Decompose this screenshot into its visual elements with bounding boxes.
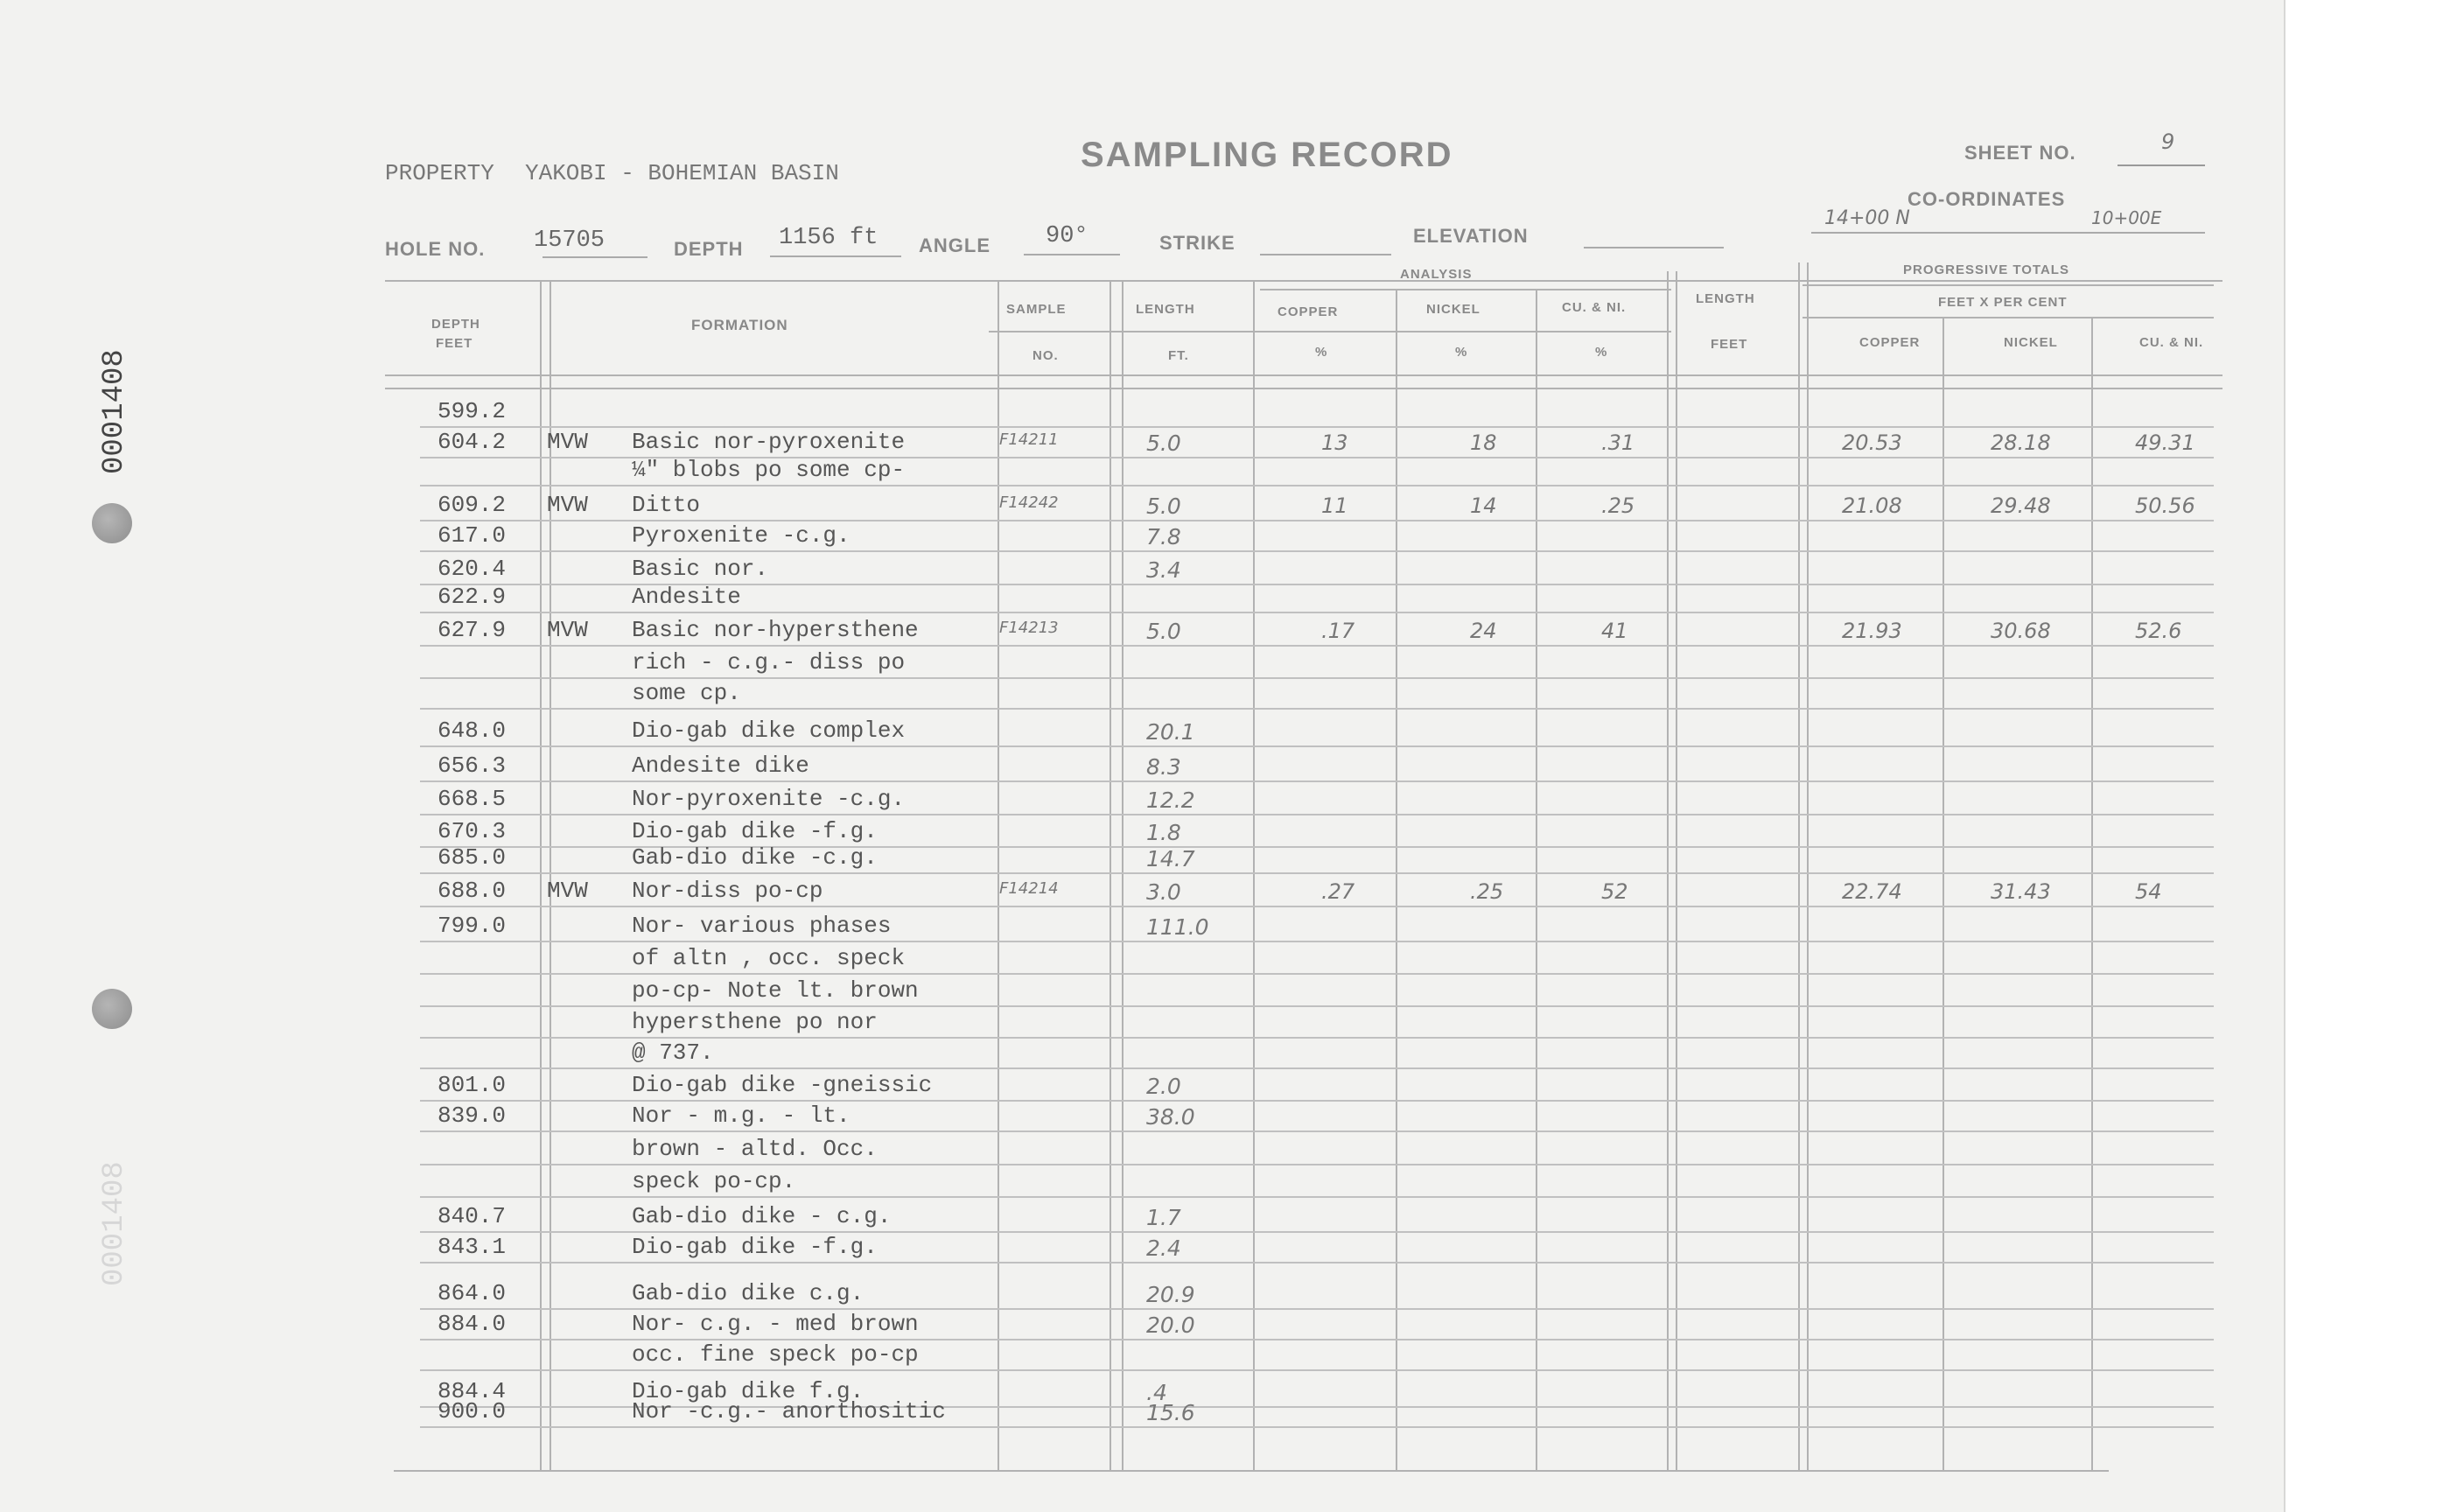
sheet-value: 9 [2161,130,2175,154]
cell-length: 3.0 [1146,879,1181,905]
cell-formation: Nor-pyroxenite -c.g. [632,786,906,812]
vline-sample-2 [1122,280,1124,1470]
vline-depth-2 [550,280,551,1470]
cell-formation: Nor- c.g. - med brown [632,1311,919,1337]
cell-ni: 18 [1470,430,1497,455]
vline-p-copper [1942,317,1944,1470]
cell-code: MVW [547,429,588,455]
grid-subheader-line [989,331,1671,332]
cell-length: 2.4 [1146,1236,1181,1261]
grid-bottom-line [394,1470,2109,1472]
col-formation: FORMATION [691,317,788,333]
cell-formation: brown - altd. Occ. [632,1136,878,1162]
cell-depth: 884.0 [438,1311,507,1337]
row-rule [420,746,2214,747]
vline-length2 [1798,262,1800,1470]
row-rule [420,1037,2214,1039]
cell-length: 5.0 [1146,494,1181,519]
cell-formation: Dio-gab dike -f.g. [632,818,878,844]
cell-formation: Dio-gab dike complex [632,718,906,744]
row-rule [420,1130,2214,1132]
vline-formation [998,280,999,1470]
col-length: LENGTH [1136,302,1195,317]
cell-formation: Basic nor-pyroxenite [632,429,906,455]
row-rule [420,1426,2214,1428]
cell-depth: 688.0 [438,878,507,904]
cell-formation: hypersthene po nor [632,1009,878,1035]
cell-depth: 801.0 [438,1072,507,1098]
cell-pcuni: 50.56 [2135,494,2195,518]
cell-depth: 609.2 [438,492,507,518]
cell-formation: Gab-dio dike -c.g. [632,844,878,871]
depth-value: 1156 ft [779,225,878,251]
cell-depth: 622.9 [438,584,507,610]
cell-formation: Dio-gab dike -f.g. [632,1234,878,1260]
cell-length: 111.0 [1146,914,1209,940]
hole-underline [542,256,648,258]
cell-pcu: 22.74 [1842,879,1902,904]
cell-length: 20.1 [1146,719,1195,745]
cell-sample: F14242 [999,494,1059,512]
punch-hole-top [92,503,132,543]
cell-cu: .27 [1321,879,1355,904]
angle-value: 90° [1046,223,1088,249]
cell-depth: 799.0 [438,913,507,939]
cell-length: 5.0 [1146,430,1181,456]
row-rule [420,780,2214,782]
row-rule [420,520,2214,522]
col-p-nickel: NICKEL [2004,335,2058,350]
cell-pcuni: 52.6 [2135,619,2182,643]
cell-length: 14.7 [1146,846,1195,872]
cell-length: 20.9 [1146,1282,1195,1307]
cell-ni: 14 [1470,494,1497,518]
cell-code: MVW [547,878,588,904]
grid-analysis-line [1260,289,1671,290]
cell-cu: 11 [1321,494,1348,518]
cell-depth: 843.1 [438,1234,507,1260]
cell-cuni: 41 [1601,619,1628,643]
elevation-underline [1584,247,1724,248]
depth-label: DEPTH [674,238,744,260]
cell-pcuni: 49.31 [2135,430,2195,455]
grid-feet-line [1802,317,2214,318]
row-rule [420,550,2214,552]
row-rule [420,1308,2214,1310]
col-progressive: PROGRESSIVE TOTALS [1903,262,2069,277]
property-value: YAKOBI - BOHEMIAN BASIN [525,160,839,186]
cell-formation: occ. fine speck po-cp [632,1341,919,1368]
col-sample-sub: NO. [1032,348,1059,363]
property-label: PROPERTY [385,160,494,186]
cell-pni: 28.18 [1991,430,2051,455]
cell-formation: Gab-dio dike c.g. [632,1280,864,1306]
row-rule [420,1339,2214,1340]
row-rule [420,1164,2214,1166]
row-rule [420,612,2214,613]
cell-formation: speck po-cp. [632,1168,796,1194]
cell-length: 3.4 [1146,557,1181,583]
cell-depth: 864.0 [438,1280,507,1306]
row-rule [420,1005,2214,1007]
cell-cuni: .25 [1601,494,1635,518]
cell-length: 1.7 [1146,1205,1181,1230]
page-title: SAMPLING RECORD [1081,136,1453,174]
strike-label: STRIKE [1159,232,1236,254]
vline-length [1253,280,1255,1470]
cell-length: 5.0 [1146,619,1181,644]
coord-underline [1811,232,2205,234]
cell-pcu: 20.53 [1842,430,1902,455]
cell-sample: F14211 [999,430,1059,449]
vline-length2-b [1807,262,1809,1470]
cell-formation: Basic nor. [632,556,769,582]
coordinates-label: CO-ORDINATES [1908,188,2066,210]
cell-pcu: 21.93 [1842,619,1902,643]
col-copper-sub: % [1315,345,1328,360]
cell-length: 38.0 [1146,1104,1195,1130]
coord-east: 10+00E [2091,207,2162,228]
row-rule [420,645,2214,647]
cell-depth: 839.0 [438,1102,507,1129]
cell-depth: 648.0 [438,718,507,744]
col-p-copper: COPPER [1859,335,1921,350]
cell-sample: F14213 [999,619,1059,637]
cell-length: 12.2 [1146,788,1195,813]
row-rule [420,677,2214,679]
grid-header-bottom-2 [385,388,2222,389]
vline-nickel [1536,289,1537,1470]
row-rule [420,485,2214,486]
row-rule [420,1262,2214,1264]
cell-length: 8.3 [1146,754,1181,780]
cell-ni: 24 [1470,619,1497,643]
cell-depth: 617.0 [438,522,507,549]
row-rule [420,1196,2214,1198]
col-copper: COPPER [1278,304,1339,319]
grid-progressive-line [1802,284,2214,286]
cell-formation: Andesite [632,584,741,610]
row-rule [420,426,2214,428]
cell-formation: Nor-diss po-cp [632,878,823,904]
col-length2-sub: FEET [1711,337,1748,352]
cell-length: 15.6 [1146,1400,1195,1425]
cell-code: MVW [547,492,588,518]
cell-depth: 656.3 [438,752,507,779]
cell-depth: 670.3 [438,818,507,844]
cell-depth: 604.2 [438,429,507,455]
vline-cuni [1667,271,1669,1470]
cell-depth: 840.7 [438,1203,507,1229]
cell-depth: 620.4 [438,556,507,582]
sheet-label: SHEET NO. [1964,142,2076,164]
cell-pcu: 21.08 [1842,494,1902,518]
cell-formation: Ditto [632,492,701,518]
col-nickel: NICKEL [1426,302,1480,317]
cell-pni: 30.68 [1991,619,2051,643]
cell-formation: Pyroxenite -c.g. [632,522,850,549]
col-feet-x-per-cent: FEET X PER CENT [1938,295,2068,310]
angle-underline [1024,254,1120,256]
cell-formation: Basic nor-hypersthene [632,617,919,643]
col-length2: LENGTH [1696,291,1755,306]
cell-length: .4 [1146,1380,1167,1405]
cell-formation: Nor - m.g. - lt. [632,1102,850,1129]
angle-label: ANGLE [919,234,990,256]
cell-formation: Andesite dike [632,752,809,779]
vline-sample [1110,280,1111,1470]
cell-cu: 13 [1321,430,1348,455]
cell-ni: .25 [1470,879,1504,904]
document-number-stamp-faint: 0001408 [98,1161,131,1286]
col-depth-sub: FEET [436,336,473,351]
cell-formation: Nor -c.g.- anorthositic [632,1398,946,1424]
elevation-label: ELEVATION [1413,225,1529,247]
cell-pni: 29.48 [1991,494,2051,518]
vline-p-nickel [2091,317,2093,1470]
cell-cuni: .31 [1601,430,1635,455]
col-sample: SAMPLE [1006,302,1067,317]
cell-depth: 884.4 [438,1378,507,1404]
cell-length: 1.8 [1146,820,1181,845]
cell-formation: Dio-gab dike f.g. [632,1378,864,1404]
row-rule [420,1068,2214,1069]
row-rule [420,814,2214,816]
cell-formation: po-cp- Note lt. brown [632,977,919,1004]
cell-formation: @ 737. [632,1040,714,1066]
row-rule [420,1369,2214,1371]
cell-formation: of altn , occ. speck [632,945,906,971]
grid-header-bottom [385,374,2222,376]
cell-depth: 685.0 [438,844,507,871]
cell-depth: 668.5 [438,786,507,812]
col-p-cuni: CU. & NI. [2139,335,2204,350]
vline-depth [540,280,542,1470]
hole-label: HOLE NO. [385,238,486,260]
row-rule [420,1100,2214,1102]
cell-formation: ¼" blobs po some cp- [632,457,906,483]
cell-depth: 599.2 [438,398,507,424]
row-rule [420,973,2214,975]
col-cuni: CU. & NI. [1562,300,1627,315]
cell-formation: some cp. [632,680,741,706]
cell-formation: Gab-dio dike - c.g. [632,1203,892,1229]
cell-depth: 627.9 [438,617,507,643]
cell-length: 7.8 [1146,524,1181,550]
row-rule [420,906,2214,907]
cell-length: 20.0 [1146,1312,1195,1338]
cell-sample: F14214 [999,879,1059,898]
punch-hole-bottom [92,989,132,1029]
col-nickel-sub: % [1455,345,1468,360]
col-analysis: ANALYSIS [1400,267,1473,282]
cell-code: MVW [547,617,588,643]
grid-top-line [385,280,2222,282]
cell-pcuni: 54 [2135,879,2162,904]
row-rule [420,708,2214,710]
row-rule [420,872,2214,874]
vline-cuni-2 [1676,271,1677,1470]
cell-formation: Dio-gab dike -gneissic [632,1072,933,1098]
strike-underline [1260,254,1391,256]
cell-formation: rich - c.g.- diss po [632,649,906,676]
row-rule [420,941,2214,942]
col-length-sub: FT. [1168,348,1189,363]
document-number-stamp: 0001408 [98,349,131,474]
col-cuni-sub: % [1595,345,1608,360]
cell-length: 2.0 [1146,1074,1181,1099]
cell-depth: 900.0 [438,1398,507,1424]
coord-north: 14+00 N [1824,207,1910,229]
sheet-underline [2118,164,2205,166]
col-depth: DEPTH [431,317,480,332]
cell-cu: .17 [1321,619,1355,643]
row-rule [420,1231,2214,1233]
cell-cuni: 52 [1601,879,1628,904]
vline-copper [1396,289,1397,1470]
cell-pni: 31.43 [1991,879,2051,904]
cell-formation: Nor- various phases [632,913,892,939]
hole-value: 15705 [534,228,606,254]
depth-underline [770,256,901,257]
